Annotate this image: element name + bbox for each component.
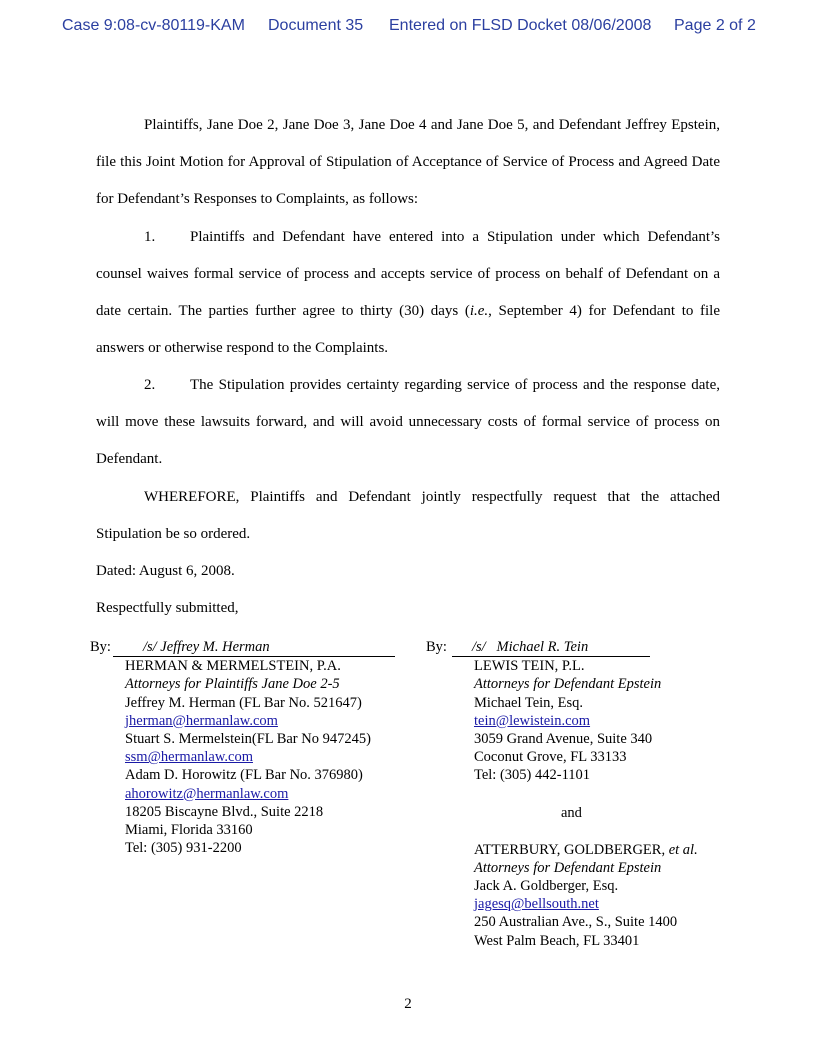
and-separator: and	[561, 804, 582, 821]
case-number: Case 9:08-cv-80119-KAM	[62, 17, 245, 34]
page-number: 2	[404, 996, 412, 1012]
plaintiff-attorney-3: Adam D. Horowitz (FL Bar No. 376980)	[125, 767, 363, 784]
defendant-role: Attorneys for Defendant Epstein	[474, 676, 662, 693]
cocounsel-role: Attorneys for Defendant Epstein	[474, 859, 662, 876]
plaintiff-email-2[interactable]: ssm@hermanlaw.com	[125, 749, 253, 766]
page-of: Page 2 of 2	[674, 17, 756, 34]
cocounsel-attorney: Jack A. Goldberger, Esq.	[474, 878, 619, 895]
cocounsel-address-2: West Palm Beach, FL 33401	[474, 932, 640, 949]
defendant-signature-block	[426, 638, 698, 950]
cocounsel-email[interactable]: jagesq@bellsouth.net	[474, 896, 599, 913]
plaintiff-by-label: By:	[90, 639, 111, 655]
docket-entry: Entered on FLSD Docket 08/06/2008	[389, 17, 652, 34]
plaintiff-signature-block	[90, 638, 395, 857]
paragraph-1-number: 1.	[144, 229, 156, 245]
closing-line: Respectfully submitted,	[96, 600, 239, 616]
plaintiff-email-1[interactable]: jherman@hermanlaw.com	[125, 712, 278, 729]
plaintiff-attorney-2: Stuart S. Mermelstein(FL Bar No 947245)	[125, 731, 371, 748]
paragraph-1	[96, 219, 720, 367]
cocounsel-firm-etal: et al.	[668, 841, 698, 858]
defendant-firm: LEWIS TEIN, P.L.	[474, 658, 585, 675]
cocounsel-address-1: 250 Australian Ave., S., Suite 1400	[474, 914, 678, 931]
plaintiff-address-1: 18205 Biscayne Blvd., Suite 2218	[125, 803, 324, 820]
defendant-address-1: 3059 Grand Avenue, Suite 340	[474, 731, 653, 748]
paragraph-2	[96, 367, 720, 478]
intro-paragraph: Plaintiffs, Jane Doe 2, Jane Doe 3, Jane Doe 4 and Jane Doe 5, and Defendant Jeffrey Epstein, file this Joint Motion for Approval of Stipulation of Acceptance of Service of Process and Agreed Date for Defendant’s Responses to Complaints, as follows:	[96, 117, 720, 207]
paragraph-2-text: The Stipulation provides certainty regarding service of process and the response date, will move these lawsuits forward, and will avoid unnecessary costs of formal service of process on Defendant.	[96, 377, 720, 467]
defendant-signature-line: /s/ Michael R. Tein	[452, 638, 650, 657]
wherefore-paragraph: WHEREFORE, Plaintiffs and Defendant jointly respectfully request that the attached Stipulation be so ordered.	[96, 489, 720, 542]
plaintiff-role: Attorneys for Plaintiffs Jane Doe 2-5	[125, 676, 340, 693]
plaintiff-firm: HERMAN & MERMELSTEIN, P.A.	[125, 658, 341, 675]
plaintiff-email-3[interactable]: ahorowitz@hermanlaw.com	[125, 785, 289, 802]
plaintiff-address-2: Miami, Florida 33160	[125, 822, 253, 839]
defendant-by-row	[426, 638, 698, 657]
plaintiff-tel: Tel: (305) 931-2200	[125, 840, 242, 857]
plaintiff-signature-line: /s/ Jeffrey M. Herman	[113, 638, 395, 657]
paragraph-1-text-b: , September 4) for Defendant to file answers or otherwise respond to the Complaints.	[96, 303, 720, 356]
paragraph-1-italic: i.e.	[469, 303, 489, 319]
plaintiff-by-row	[90, 638, 395, 657]
defendant-tel: Tel: (305) 442-1101	[474, 767, 591, 784]
cocounsel-firm-name: ATTERBURY, GOLDBERGER,	[474, 841, 666, 858]
defendant-email[interactable]: tein@lewistein.com	[474, 712, 591, 729]
defendant-attorney: Michael Tein, Esq.	[474, 694, 584, 711]
plaintiff-attorney-1: Jeffrey M. Herman (FL Bar No. 521647)	[125, 694, 362, 711]
paragraph-1-text-a: Plaintiffs and Defendant have entered into a Stipulation under which Defendant’s counsel waives formal service of process and accepts service of process on behalf of Defendant on a date certain. The parties further agree to thirty (30) days (	[96, 229, 720, 319]
paragraph-2-number: 2.	[144, 377, 156, 393]
dated-line: Dated: August 6, 2008.	[96, 563, 235, 579]
defendant-by-label: By:	[426, 639, 447, 655]
docket-header	[62, 17, 762, 39]
document-number: Document 35	[268, 17, 364, 34]
cocounsel-firm	[474, 841, 698, 859]
defendant-address-2: Coconut Grove, FL 33133	[474, 749, 627, 766]
